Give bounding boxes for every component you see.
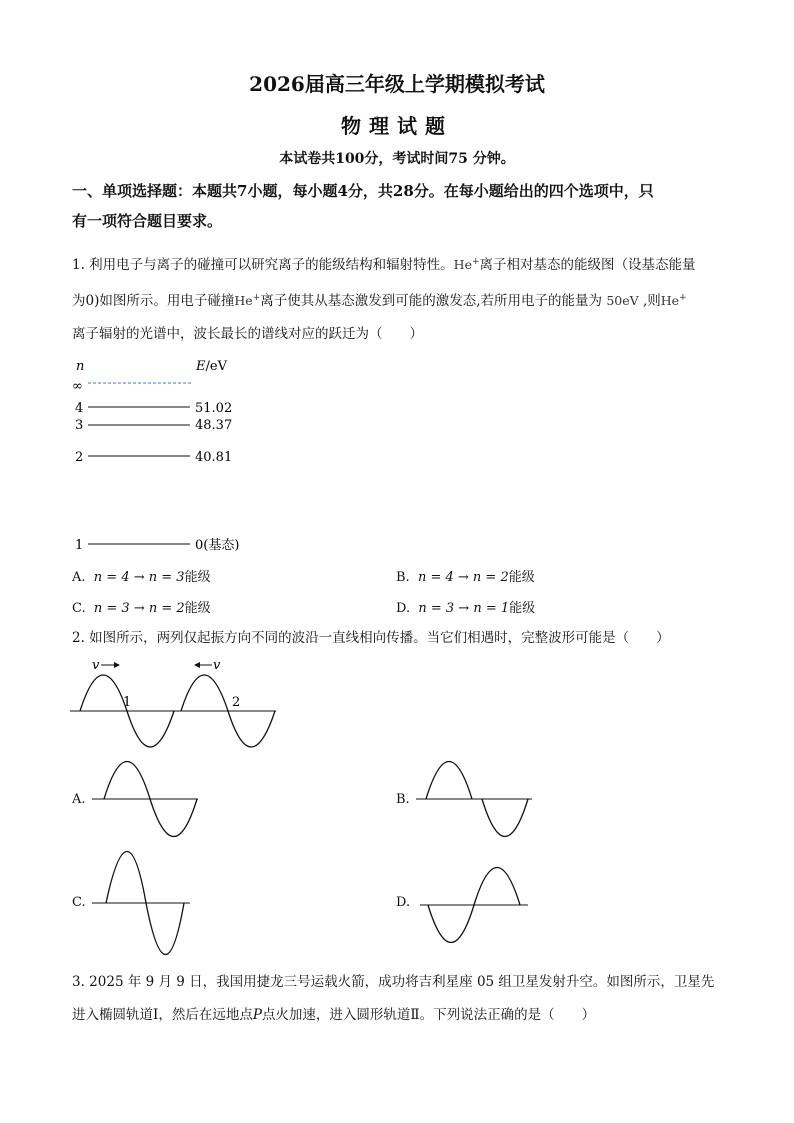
question-1-text	[72, 246, 732, 351]
level-e-1: 0(基态)	[195, 538, 240, 553]
level-e-2: 40.81	[195, 450, 233, 465]
exam-info: 本试卷共100分，考试时间75 分钟。	[279, 151, 515, 167]
arrow-right-icon	[114, 662, 120, 668]
ion-symbol: He+	[234, 293, 261, 309]
question-2-text: 2. 如图所示，两列仅起振方向不同的波沿一直线相向传播。当它们相遇时，完整波形可能是（ ）	[72, 630, 670, 646]
q2-wave-figure	[70, 655, 282, 751]
section-heading: 一、单项选择题：本题共7小题，每小题4分，共28分。在每小题给出的四个选项中，只 有一项符合题目要求。	[72, 182, 654, 230]
q2-option-a-wave[interactable]	[92, 758, 202, 840]
ion-symbol: He+	[453, 257, 480, 273]
wave-1-label: 1	[123, 695, 132, 710]
level-n-1: 1	[75, 538, 84, 553]
question-3-text	[72, 966, 732, 1032]
subject-title: 物理试题	[341, 114, 453, 138]
axis-energy-label: E/eV	[196, 359, 227, 374]
q1-line-3: 离子辐射的光谱中，波长最长的谱线对应的跃迁为（ ）	[72, 326, 423, 343]
infinity-label: ∞	[72, 379, 83, 394]
energy-level-diagram	[60, 352, 280, 557]
level-e-3: 48.37	[195, 418, 233, 433]
arrow-left-icon	[194, 662, 200, 668]
exam-title: 2026届高三年级上学期模拟考试	[249, 72, 545, 96]
q3-line-2: 进入椭圆轨道Ⅰ，然后在远地点P点火加速，进入圆形轨道Ⅱ。下列说法正确的是（ ）	[72, 1007, 596, 1023]
q2-option-b-wave[interactable]	[416, 758, 536, 840]
q1-option-b[interactable]: B. n = 4 → n = 2能级	[396, 570, 535, 585]
q1-option-c[interactable]: C. n = 3 → n = 2能级	[72, 601, 211, 616]
electron-energy: 50eV	[606, 293, 639, 309]
waveform-b-crest	[426, 762, 472, 800]
q2-option-d[interactable]: D.	[396, 895, 411, 910]
waveform-b-trough	[482, 799, 528, 837]
q2-option-b[interactable]: B.	[396, 792, 410, 807]
level-e-4: 51.02	[195, 401, 233, 416]
wave-2-label: 2	[232, 695, 241, 710]
ion-symbol: He+	[660, 293, 687, 309]
level-n-4: 4	[75, 401, 84, 416]
level-n-2: 2	[75, 450, 84, 465]
velocity-label-1: v	[92, 658, 100, 673]
q2-option-c[interactable]: C.	[72, 895, 86, 910]
velocity-label-2: v	[213, 658, 221, 673]
q3-line-1: 3. 2025 年 9 月 9 日，我国用捷龙三号运载火箭，成功将吉利星座 05 组卫星发射升空。如图所示，卫星先	[72, 974, 715, 990]
q2-option-a[interactable]: A.	[72, 792, 86, 807]
q1-line-2: 为0)如图所示。用电子碰撞He+离子使其从基态激发到可能的激发态,若所用电子的能量为 50eV ,则He+	[72, 293, 687, 310]
q2-option-c-wave[interactable]	[92, 842, 194, 960]
q1-line-1: 1. 利用电子与离子的碰撞可以研究离子的能级结构和辐射特性。He+离子相对基态的能级图（设基态能量	[72, 257, 696, 274]
axis-n-label: n	[76, 359, 85, 374]
q2-option-d-wave[interactable]	[420, 862, 532, 946]
q1-option-a[interactable]: A. n = 4 → n = 3能级	[72, 570, 211, 585]
q1-option-d[interactable]: D. n = 3 → n = 1能级	[396, 601, 536, 616]
level-n-3: 3	[75, 418, 84, 433]
